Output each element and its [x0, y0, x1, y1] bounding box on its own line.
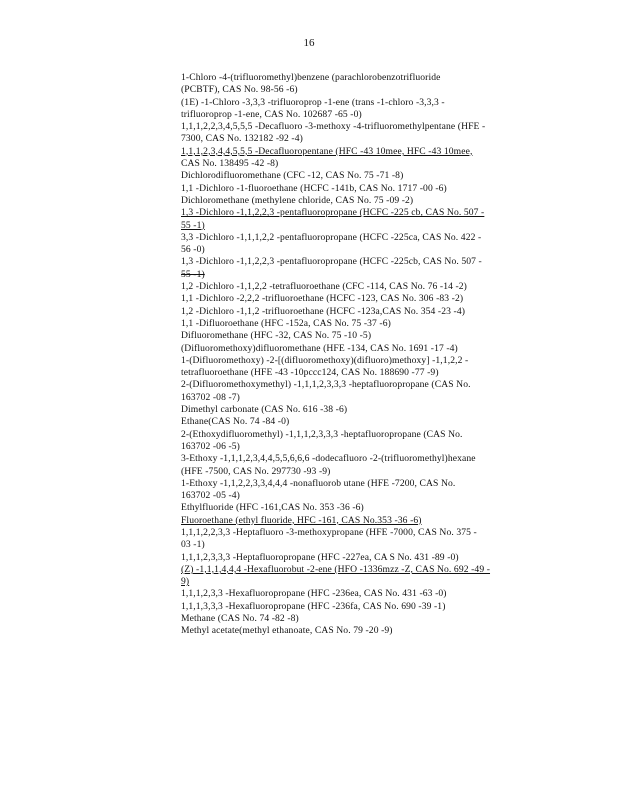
entry-line: CAS No. 138495 -42 -8) [181, 158, 279, 170]
list-item [181, 170, 537, 182]
list-item [181, 379, 537, 404]
entry-line: 1,2 -Dichloro -1,1,2 -trifluoroethane (HCFC -123a,CAS No. 354 -23 -4) [181, 305, 466, 317]
list-item [181, 183, 537, 195]
substance-list [181, 72, 537, 638]
entry-line: 56 -0) [181, 244, 205, 256]
entry-line: (1E) -1-Chloro -3,3,3 -trifluoroprop -1-ene (trans -1-chloro -3,3,3 - [181, 96, 445, 108]
list-item [181, 404, 537, 416]
list-item [181, 515, 537, 527]
list-item [181, 625, 537, 637]
list-item [181, 146, 537, 171]
entry-line: 1,3 -Dichloro -1,1,2,2,3 -pentafluoropropane (HCFC -225cb, CAS No. 507 - [181, 256, 482, 268]
page-number: 16 [303, 37, 315, 49]
list-item [181, 355, 537, 380]
entry-line: 1,1,1,3,3,3 -Hexafluoropropane (HFC -236fa, CAS No. 690 -39 -1) [181, 600, 446, 612]
list-item [181, 478, 537, 503]
list-item [181, 256, 537, 281]
list-item [181, 281, 537, 293]
entry-line: (PCBTF), CAS No. 98-56 -6) [181, 84, 298, 96]
list-item [181, 564, 537, 589]
list-item [181, 613, 537, 625]
entry-line: 03 -1) [181, 539, 205, 551]
entry-line: 3,3 -Dichloro -1,1,1,2,2 -pentafluoropropane (HCFC -225ca, CAS No. 422 - [181, 231, 482, 243]
entry-line: 1,1,1,2,2,3,3 -Heptafluoro -3-methoxypropane (HFE -7000, CAS No. 375 - [181, 526, 477, 538]
entry-line: 1,2 -Dichloro -1,1,2,2 -tetrafluoroethane (CFC -114, CAS No. 76 -14 -2) [181, 281, 467, 293]
list-item [181, 207, 537, 232]
list-item [181, 293, 537, 305]
entry-line: 1,1,1,2,2,3,4,5,5,5 -Decafluoro -3-methoxy -4-trifluoromethylpentane (HFE - [181, 121, 486, 133]
entry-line: 3-Ethoxy -1,1,1,2,3,4,4,5,5,6,6,6 -dodecafluoro -2-(trifluoromethyl)hexane [181, 453, 476, 465]
list-item [181, 552, 537, 564]
entry-line: 2-(Difluoromethoxymethyl) -1,1,1,2,3,3,3 -heptafluoropropane (CAS No. [181, 379, 471, 391]
list-item [181, 429, 537, 454]
entry-line: (Difluoromethoxy)difluoromethane (HFE -134, CAS No. 1691 -17 -4) [181, 342, 458, 354]
list-item [181, 601, 537, 613]
list-item [181, 121, 537, 146]
list-item [181, 318, 537, 330]
list-item [181, 416, 537, 428]
entry-line: 1-Chloro -4-(trifluoromethyl)benzene (parachlorobenzotrifluoride [181, 72, 441, 83]
entry-line: 1,1,1,2,3,3,3 -Heptafluoropropane (HFC -227ea, CA S No. 431 -89 -0) [181, 551, 459, 563]
entry-line: Ethylfluoride (HFC -161,CAS No. 353 -36 -6) [181, 502, 364, 514]
entry-line: tetrafluoroethane (HFE -43 -10pccc124, CAS No. 188690 -77 -9) [181, 367, 439, 379]
list-item [181, 588, 537, 600]
entry-line: Dimethyl carbonate (CAS No. 616 -38 -6) [181, 404, 348, 416]
entry-line: 1,1 -Difluoroethane (HFC -152a, CAS No. 75 -37 -6) [181, 317, 391, 329]
list-item [181, 330, 537, 342]
entry-line: 1,3 -Dichloro -1,1,2,2,3 -pentafluoropropane (HCFC -225 cb, CAS No. 507 - [181, 207, 485, 219]
entry-line: (Z) -1,1,1,4,4,4 -Hexafluorobut -2-ene (HFO -1336mzz -Z, CAS No. 692 -49 - [181, 563, 491, 575]
entry-line: trifluoroprop -1-ene, CAS No. 102687 -65 -0) [181, 108, 362, 120]
list-item [181, 232, 537, 257]
entry-line: 1,1 -Dichloro -2,2,2 -trifluoroethane (HCFC -123, CAS No. 306 -83 -2) [181, 293, 464, 305]
entry-line: 1,1 -Dichloro -1-fluoroethane (HCFC -141b, CAS No. 1717 -00 -6) [181, 182, 447, 194]
entry-line: 7300, CAS No. 132182 -92 -4) [181, 133, 303, 145]
entry-line: 2-(Ethoxydifluoromethyl) -1,1,1,2,3,3,3 -heptafluoropropane (CAS No. [181, 428, 463, 440]
entry-line: (HFE -7500, CAS No. 297730 -93 -9) [181, 465, 331, 477]
entry-line: 163702 -06 -5) [181, 440, 240, 452]
entry-line: Ethane(CAS No. 74 -84 -0) [181, 416, 290, 428]
entry-line: 55 -1) [181, 268, 205, 280]
entry-line: 1,1,1,2,3,4,4,5,5,5 -Decafluoropentane (HFC -43 10mee, HFC -43 10mee, [181, 145, 473, 157]
list-item [181, 72, 537, 97]
entry-line: Fluoroethane (ethyl fluoride, HFC -161, CAS No.353 -36 -6) [181, 514, 422, 526]
list-item [181, 343, 537, 355]
entry-line: Difluoromethane (HFC -32, CAS No. 75 -10 -5) [181, 330, 372, 342]
list-item [181, 453, 537, 478]
list-item [181, 527, 537, 552]
entry-line: Methyl acetate(methyl ethanoate, CAS No. 79 -20 -9) [181, 625, 393, 637]
entry-line: 163702 -08 -7) [181, 391, 240, 403]
list-item [181, 502, 537, 514]
list-item [181, 306, 537, 318]
entry-line: Methane (CAS No. 74 -82 -8) [181, 613, 299, 625]
entry-line: 163702 -05 -4) [181, 490, 240, 502]
entry-line: 55 -1) [181, 219, 205, 231]
entry-line: 9) [181, 576, 190, 588]
list-item [181, 97, 537, 122]
list-item [181, 195, 537, 207]
entry-line: 1,1,1,2,3,3 -Hexafluoropropane (HFC -236ea, CAS No. 431 -63 -0) [181, 588, 447, 600]
entry-line: Dichloromethane (methylene chloride, CAS No. 75 -09 -2) [181, 194, 414, 206]
entry-line: 1-(Difluoromethoxy) -2-[(difluoromethoxy)(difluoro)methoxy] -1,1,2,2 - [181, 354, 469, 366]
entry-line: 1-Ethoxy -1,1,2,2,3,3,4,4,4 -nonafluorob utane (HFE -7200, CAS No. [181, 477, 456, 489]
entry-line: Dichlorodifluoromethane (CFC -12, CAS No. 75 -71 -8) [181, 170, 404, 182]
